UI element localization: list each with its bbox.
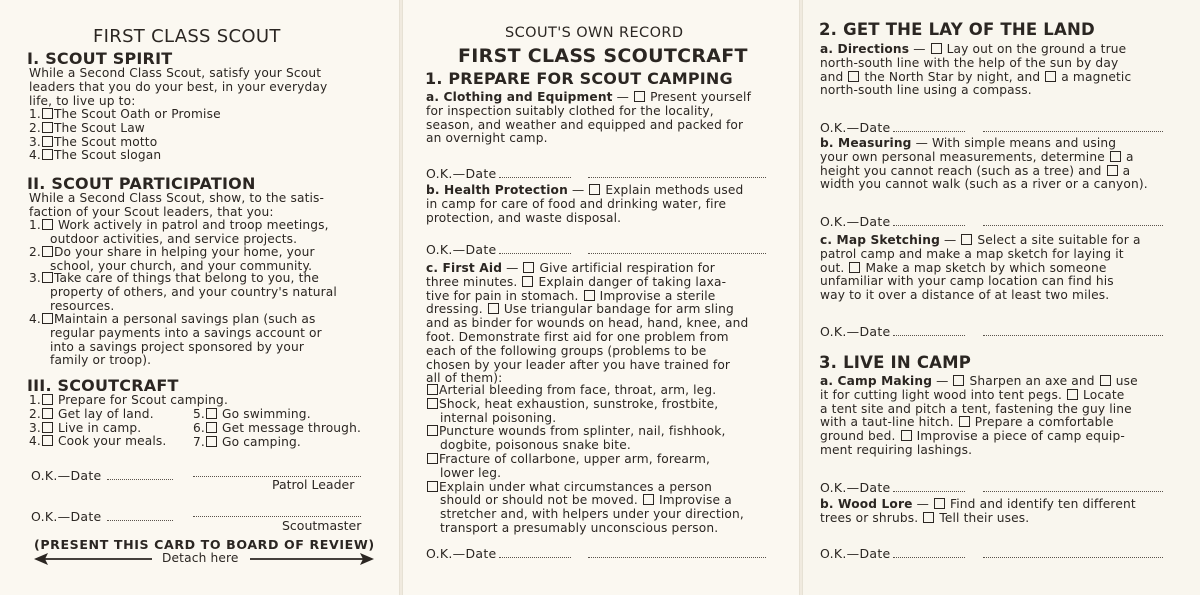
participation-item-2: 2. Do your share in helping your home, your school, your church, and your community. — [29, 245, 315, 273]
list-item: 1. Prepare for Scout camping. — [29, 393, 228, 407]
list-item: 4. The Scout slogan — [29, 148, 162, 163]
date-line[interactable] — [893, 557, 965, 558]
list-item: Puncture wounds from splinter, nail, fishhook, — [426, 425, 744, 439]
date-line[interactable] — [499, 177, 571, 178]
participation-item-3: 3. Take care of things that belong to you, the property of others, and your country's natural resources. — [29, 271, 337, 313]
checkbox[interactable] — [1045, 71, 1056, 82]
date-line[interactable] — [893, 225, 965, 226]
requirement-map-sketching: c. Map Sketching — Select a site suitable for a patrol camp and make a map sketch for laying it out. Make a map sketch by which someone unfamiliar with your camp location can find his way to it over a distance of at least two miles. — [820, 233, 1141, 303]
checkbox[interactable] — [427, 384, 438, 395]
requirement-measuring: b. Measuring — With simple means and using your own personal measurements, determine a height you cannot reach (such as a tree) and a width you cannot walk (such as a river or a canyon). — [820, 136, 1148, 192]
checkbox[interactable] — [488, 303, 499, 314]
checkbox[interactable] — [42, 394, 53, 405]
arrow-right-icon — [250, 552, 375, 566]
date-line[interactable] — [893, 491, 965, 492]
arrow-left-icon — [34, 552, 154, 566]
checkbox[interactable] — [427, 481, 438, 492]
checkbox[interactable] — [42, 149, 53, 160]
checkbox[interactable] — [523, 262, 534, 273]
checkbox[interactable] — [42, 422, 53, 433]
checkbox[interactable] — [959, 416, 970, 427]
checkbox[interactable] — [42, 136, 53, 147]
list-item: Shock, heat exhaustion, sunstroke, frostbite, — [426, 398, 744, 412]
section-heading-scoutcraft: III. SCOUTCRAFT — [27, 376, 179, 395]
signature-line[interactable] — [193, 516, 361, 517]
checkbox[interactable] — [42, 108, 53, 119]
date-line[interactable] — [107, 520, 173, 521]
checkbox[interactable] — [206, 422, 217, 433]
signature-line[interactable] — [588, 557, 766, 558]
list-item: 4. Cook your meals. — [29, 434, 167, 449]
scoutmaster-label: Scoutmaster — [282, 518, 362, 533]
page-title: FIRST CLASS SCOUTCRAFT — [458, 45, 748, 67]
checkbox[interactable] — [42, 219, 53, 230]
checkbox[interactable] — [584, 290, 595, 301]
ok-date-label: O.K.—Date — [820, 324, 891, 339]
checkbox[interactable] — [1100, 375, 1111, 386]
signature-line[interactable] — [983, 491, 1163, 492]
section-heading-scout-participation: II. SCOUT PARTICIPATION — [27, 174, 256, 193]
list-item: 5. Go swimming. — [193, 407, 311, 421]
ok-date-label: O.K.—Date — [426, 166, 497, 181]
first-aid-groups: Arterial bleeding from face, throat, arm, leg. Shock, heat exhaustion, sunstroke, frostbite, internal poisoning. Puncture wounds from splinter, nail, fishhook, dogbite, poisonous snake bite. Fracture of collarbone, upper arm, forearm, lower leg. Explain under what circumstances a person should or should not be moved. Improvise a stretcher and, with helpers under your direction, transport a presumably unconscious person. — [426, 384, 744, 536]
record-label: SCOUT'S OWN RECORD — [505, 25, 684, 41]
requirement-health: b. Health Protection — Explain methods used in camp for care of food and drinking water, fire protection, and waste disposal. — [426, 183, 744, 225]
checkbox[interactable] — [961, 234, 972, 245]
checkbox[interactable] — [427, 453, 438, 464]
date-line[interactable] — [893, 131, 965, 132]
right-panel — [803, 0, 1200, 595]
signature-line[interactable] — [983, 557, 1163, 558]
ok-date-label: O.K.—Date — [31, 468, 102, 483]
list-item: Arterial bleeding from face, throat, arm, leg. — [426, 384, 744, 398]
checkbox[interactable] — [427, 425, 438, 436]
ok-date-label: O.K.—Date — [820, 546, 891, 561]
date-line[interactable] — [107, 479, 173, 480]
list-item: 6. Get message through. — [193, 420, 361, 435]
checkbox[interactable] — [589, 184, 600, 195]
checkbox[interactable] — [1110, 151, 1121, 162]
ok-date-label: O.K.—Date — [820, 480, 891, 495]
checkbox[interactable] — [934, 498, 945, 509]
checkbox[interactable] — [848, 71, 859, 82]
requirement-clothing: a. Clothing and Equipment — Present yourself for inspection suitably clothed for the locality, season, and weather and equipped and packed for an overnight camp. — [426, 90, 752, 146]
ok-date-label: O.K.—Date — [820, 214, 891, 229]
participation-item-1: 1. Work actively in patrol and troop meetings, outdoor activities, and service projects. — [29, 218, 329, 246]
checkbox[interactable] — [923, 512, 934, 523]
checkbox[interactable] — [1067, 389, 1078, 400]
middle-panel — [403, 0, 799, 595]
checkbox[interactable] — [42, 246, 53, 257]
checkbox[interactable] — [42, 313, 53, 324]
signature-line[interactable] — [983, 225, 1163, 226]
patrol-leader-label: Patrol Leader — [272, 477, 355, 492]
ok-date-label: O.K.—Date — [31, 509, 102, 524]
requirement-wood-lore: b. Wood Lore — Find and identify ten different trees or shrubs. Tell their uses. — [820, 497, 1136, 525]
checkbox[interactable] — [427, 398, 438, 409]
ok-date-label: O.K.—Date — [426, 546, 497, 561]
section-heading-lay-of-land: 2. GET THE LAY OF THE LAND — [819, 20, 1095, 39]
detach-here-label: Detach here — [162, 551, 239, 565]
checkbox[interactable] — [643, 494, 654, 505]
signature-line[interactable] — [983, 131, 1163, 132]
page-title: FIRST CLASS SCOUT — [93, 26, 281, 47]
section-heading-live-in-camp: 3. LIVE IN CAMP — [819, 353, 972, 372]
ok-date-label: O.K.—Date — [426, 242, 497, 257]
checkbox[interactable] — [42, 122, 53, 133]
checkbox[interactable] — [42, 435, 53, 446]
checkbox[interactable] — [953, 375, 964, 386]
date-line[interactable] — [893, 335, 965, 336]
list-item: 7. Go camping. — [193, 434, 301, 449]
checkbox[interactable] — [901, 430, 912, 441]
checkbox[interactable] — [931, 43, 942, 54]
checkbox[interactable] — [1107, 165, 1118, 176]
list-item: Explain under what circumstances a person — [426, 481, 744, 495]
present-card-note: (PRESENT THIS CARD TO BOARD OF REVIEW) — [34, 537, 375, 552]
checkbox[interactable] — [206, 408, 217, 419]
list-item: 1. The Scout Oath or Promise — [29, 107, 221, 121]
participation-item-4: 4. Maintain a personal savings plan (such as regular payments into a savings account or into a savings project sponsored by your family or troop). — [29, 312, 322, 368]
date-line[interactable] — [499, 557, 571, 558]
signature-line[interactable] — [983, 335, 1163, 336]
checkbox[interactable] — [42, 408, 53, 419]
checkbox[interactable] — [522, 276, 533, 287]
list-item: 3. Live in camp. — [29, 420, 142, 435]
participation-intro: While a Second Class Scout, show, to the satis- faction of your Scout leaders, that you: — [29, 191, 325, 219]
requirement-first-aid: c. First Aid — Give artificial respiration for three minutes. Explain danger of taking laxa- tive for pain in stomach. Improvise a sterile dressing. Use triangular bandage for arm sling and as binder for wounds on head, hand, knee, and foot. Demonstrate first aid for one problem from each of the following groups (problems to be chosen by your leader after you have trained for all of them): — [426, 261, 749, 386]
section-heading-scout-spirit: I. SCOUT SPIRIT — [27, 49, 173, 68]
checkbox[interactable] — [634, 91, 645, 102]
checkbox[interactable] — [206, 436, 217, 447]
list-item: 2. Get lay of land. — [29, 406, 154, 421]
list-item: Fracture of collarbone, upper arm, forearm, — [426, 453, 744, 467]
list-item: 3. The Scout motto — [29, 134, 158, 149]
signature-line[interactable] — [588, 177, 766, 178]
left-panel — [0, 0, 399, 595]
scoutcraft-col-2 — [193, 408, 361, 449]
requirement-camp-making: a. Camp Making — Sharpen an axe and use it for cutting light wood into tent pegs. Locate a tent site and pitch a tent, fastening the guy line with a taut-line hitch. Prepare a comfortable ground bed. Improvise a piece of camp equip- ment requiring lashings. — [820, 374, 1138, 457]
date-line[interactable] — [499, 253, 571, 254]
signature-line[interactable] — [588, 253, 766, 254]
scout-spirit-intro: While a Second Class Scout, satisfy your Scout leaders that you do your best, in your everyday life, to live up to: — [29, 66, 328, 108]
ok-date-label: O.K.—Date — [820, 120, 891, 135]
requirement-directions: a. Directions — Lay out on the ground a true north-south line with the help of the sun by day and the North Star by night, and a magnetic north-south line using a compass. — [820, 42, 1132, 98]
scout-spirit-list — [29, 108, 221, 163]
checkbox[interactable] — [849, 262, 860, 273]
section-heading-prepare-camping: 1. PREPARE FOR SCOUT CAMPING — [425, 69, 733, 88]
checkbox[interactable] — [42, 272, 53, 283]
list-item: 2. The Scout Law — [29, 120, 145, 135]
